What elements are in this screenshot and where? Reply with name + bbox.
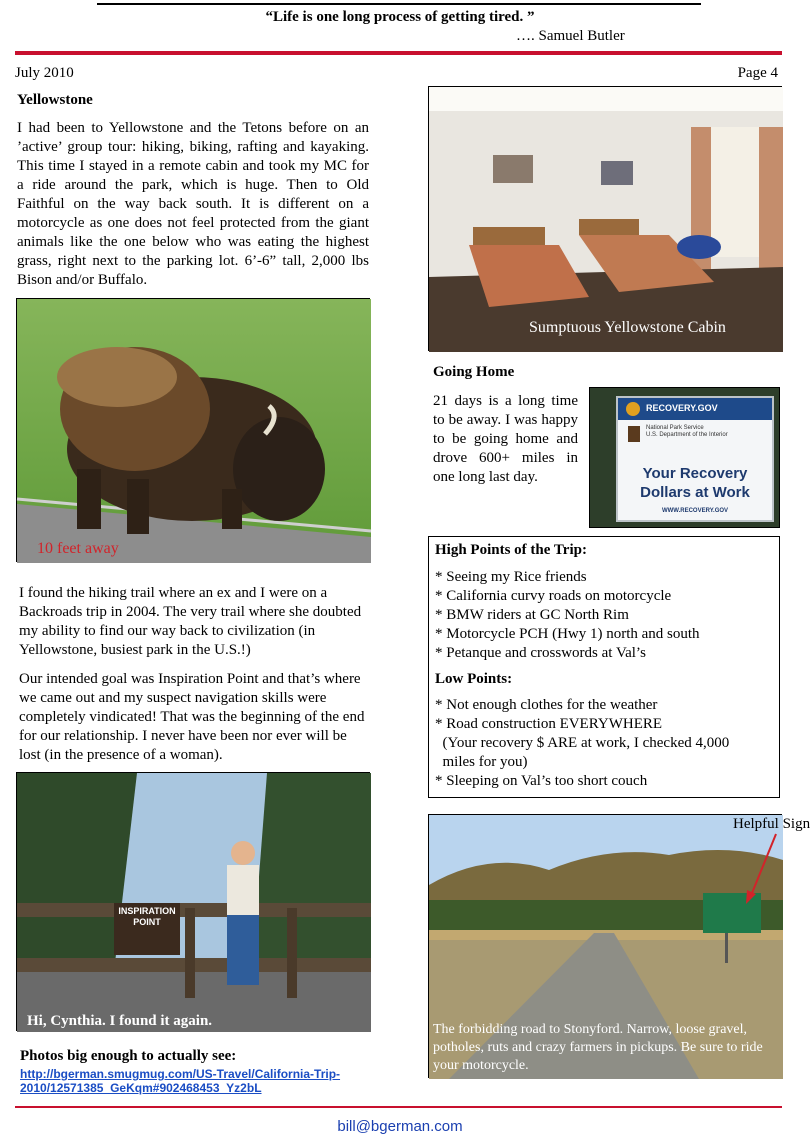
bison-image [17,299,371,563]
yellowstone-paragraph: I had been to Yellowstone and the Tetons before on an ’active’ group tour: hiking, biking, rafting and kayaking. This time I stayed in a remote cabin and took my MC for a ride around the park, which is huge. Then to Old Faithful on the way back south. It is different on a motorcycle as one does not feel protected from the giant animals like the one below who was eating the highest grass, right next to the parking lot. 6’-6” tall, 2,000 lbs Bison and/or Buffalo. [17,120,369,288]
high-point-item: * Seeing my Rice friends [435,569,587,585]
recovery-slogan-line-2: Dollars at Work [640,484,750,501]
bison-photo [16,298,370,562]
recovery-slogan-line-1: Your Recovery [642,465,748,482]
low-points-list [435,696,729,791]
photos-heading: Photos big enough to actually see: [20,1048,237,1064]
recovery-sign [616,396,774,522]
section-title-yellowstone: Yellowstone [17,92,93,108]
top-rule [97,3,701,5]
road-caption: The forbidding road to Stonyford. Narrow, loose gravel, potholes, ruts and crazy farmers in pickups. Be sure to ride your motorcycle. [433,1022,763,1073]
cabin-photo [428,86,782,351]
agency-line-1: National Park Service [646,425,704,431]
high-points-title: High Points of the Trip: [435,542,587,558]
inspiration-paragraph: Our intended goal was Inspiration Point and that’s where we came out and my suspect navigation skills were completely vindicated! That was the beginning of the end for our relationship. I never have been nor ever will be lost (in the presence of a woman). [19,671,365,763]
low-point-item: * Not enough clothes for the weather [435,697,658,713]
bison-caption: 10 feet away [37,540,119,557]
section-title-going-home: Going Home [433,364,515,380]
quote-author: …. Samuel Butler [516,28,625,44]
recovery-slogan [618,464,772,502]
footer-red-rule [15,1106,782,1108]
low-points-title: Low Points: [435,671,513,687]
high-point-item: * Motorcycle PCH (Hwy 1) north and south [435,626,700,642]
hiking-paragraph: I found the hiking trail where an ex and I were on a Backroads trip in 2004. The very trail where she doubted my ability to find our way back to civilization (in Yellowstone, busiest park in the U.S.!) [19,585,362,658]
recovery-url: WWW.RECOVERY.GOV [661,508,729,514]
inspiration-image [17,773,371,1032]
agency-text [646,425,728,439]
sign-line-1: INSPIRATION [118,906,176,916]
high-point-item: * California curvy roads on motorcycle [435,588,672,604]
footer-email[interactable]: bill@bgerman.com [337,1118,463,1135]
recovery-logo-icon [626,402,640,416]
high-point-item: * BMW riders at GC North Rim [435,607,629,623]
quote: “Life is one long process of getting tired. ” [265,9,535,25]
recovery-sign-photo [589,387,780,528]
header-red-rule [15,51,782,55]
high-points-list [435,568,700,663]
cabin-caption: Sumptuous Yellowstone Cabin [529,319,726,336]
sign-line-2: POINT [133,917,161,927]
trip-points-box [428,536,780,798]
low-point-item: miles for you) [435,754,528,770]
issue-date: July 2010 [15,65,74,81]
helpful-sign-arrow-icon [742,832,782,906]
low-point-item: (Your recovery $ ARE at work, I checked 4,000 [435,735,730,751]
high-point-item: * Petanque and crosswords at Val’s [435,645,646,661]
low-point-item: * Road construction EVERYWHERE [435,716,663,732]
agency-line-2: U.S. Department of the Interior [646,432,728,438]
recovery-site: RECOVERY.GOV [646,403,718,413]
photos-link-wrap [20,1067,360,1095]
nps-arrowhead-icon [628,426,640,442]
going-home-text: 21 days is a long time to be away. I was happy to be going home and drove 600+ miles in one long last day. [433,393,578,485]
photos-link[interactable]: http://bgerman.smugmug.com/US-Travel/California-Trip-2010/12571385_GeKqm#902468453_Yz2bL [20,1067,341,1095]
road-photo [428,814,782,1078]
inspiration-caption: Hi, Cynthia. I found it again. [27,1013,213,1029]
helpful-sign-label: Helpful Sign [733,816,810,832]
inspiration-sign [116,906,178,928]
inspiration-point-photo [16,772,370,1031]
low-point-item: * Sleeping on Val’s too short couch [435,773,648,789]
page-number: Page 4 [737,65,778,81]
cabin-image [429,87,783,352]
